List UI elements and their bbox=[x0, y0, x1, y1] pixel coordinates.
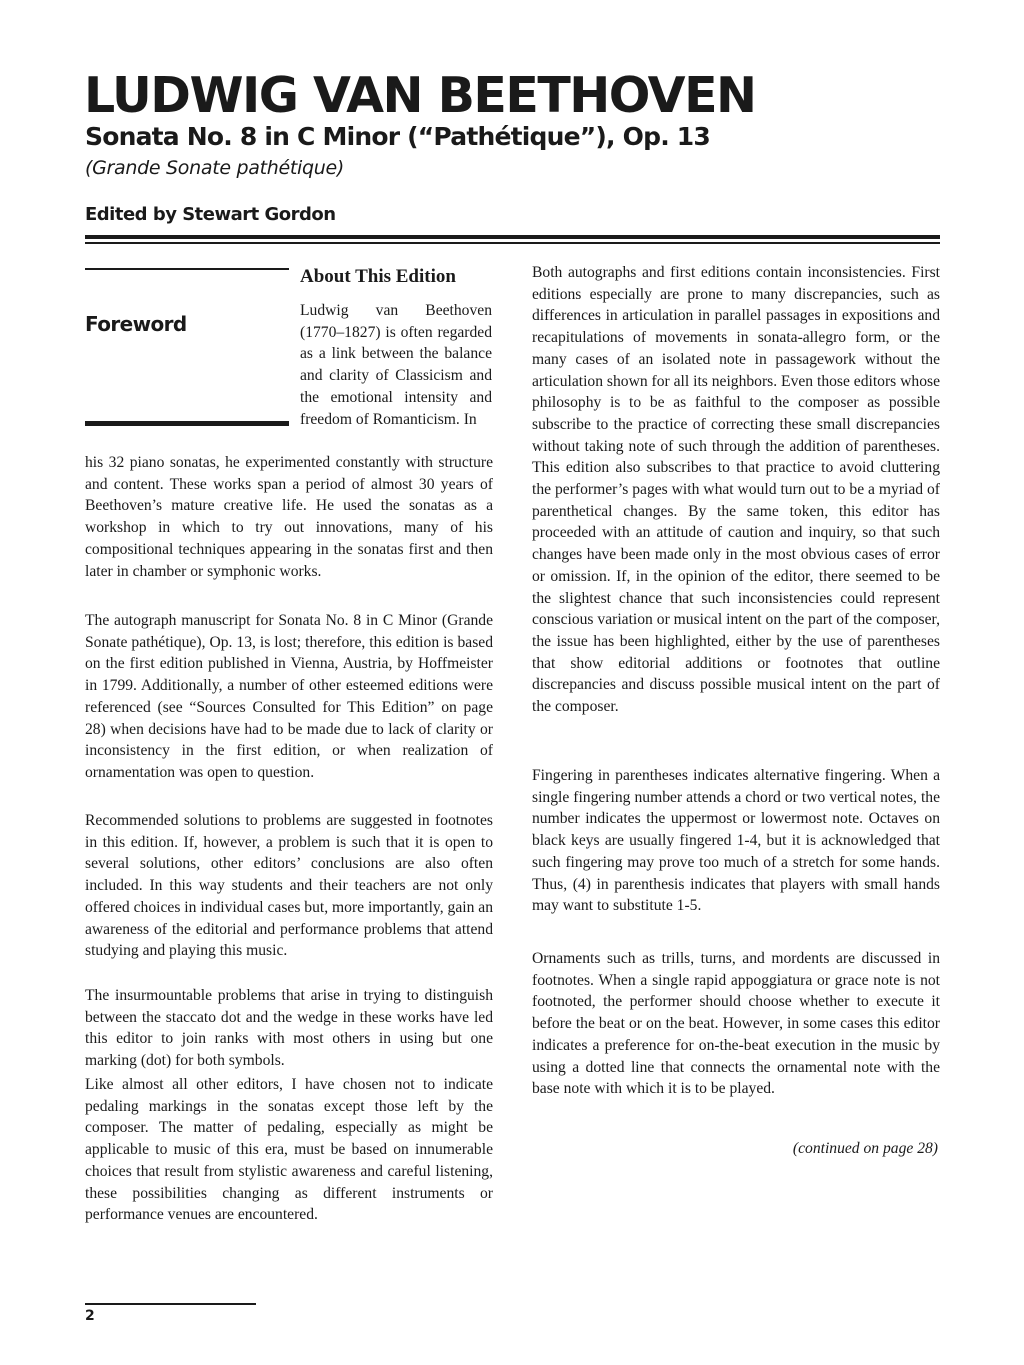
about-intro-continued: his 32 piano sonatas, he experimented constantly with structure and content. These works span a period of almost 30 years of Beethoven’s mature creative life. He used the sonatas as a workshop in which to try out innovations, many of his compositional techniques appearing in the sonatas first and then later in chamber or symphonic works. bbox=[85, 454, 493, 580]
body-paragraph: Both autographs and first editions contain inconsistencies. First editions especially are prone to many discrepancies, such as differences in articulation in parallel passages in expositions and recapitulations of movements in sonata-allegro form, or the many cases of an isolated note in passagework without the articulation shown for all its neighbors. Even those editors whose philosophy is to be as faithful to the composer as possible subscribe to the practice of correcting these small discrepancies without taking note of such through the addition of parentheses. This edition also subscribes to that practice to avoid cluttering the performer’s pages with what would turn out to be a myriad of parenthetical changes. By the same token, this editor has proceeded with an attitude of caution and inquiry, so that such changes have been made only in the most obvious cases of error or omission. If, in the opinion of the editor, there seemed to be the slightest chance that such inconsistencies could represent conscious variation or musical intent on the part of the composer, the issue has been highlighted, either by the use of parentheses that show editorial additions or footnotes that outline discrepancies and discuss possible musical intent on the part of the composer. bbox=[532, 264, 940, 716]
editor-credit: Edited by Stewart Gordon bbox=[85, 204, 336, 225]
work-title: Sonata No. 8 in C Minor (“Pathétique”), Op. 13 bbox=[85, 122, 710, 151]
sidebar-rule-top bbox=[85, 268, 289, 270]
header-rule-thick bbox=[85, 235, 940, 239]
body-paragraph: Like almost all other editors, I have chosen not to indicate pedaling markings in the sonatas except those left by the composer. The matter of pedaling, especially as might be applicable to music of this era, must be based on innumerable choices that result from stylistic awareness and careful listening, these possibilities changing as different instruments or performance venues are encountered. bbox=[85, 1076, 493, 1224]
page-number: 2 bbox=[85, 1308, 95, 1324]
header-rule-thin bbox=[85, 242, 940, 244]
section-label-foreword: Foreword bbox=[85, 312, 187, 336]
body-paragraph: Fingering in parentheses indicates alternative fingering. When a single fingering number attends a chord or two vertical notes, the number indicates the uppermost or lowermost note. Octaves on black keys are usually fingered 1-4, but it is acknowledged that such fingering may prove too much of a stretch for some hands. Thus, (4) in parenthesis indicates that players with small hands may want to substitute 1-5. bbox=[532, 767, 940, 915]
composer-name: LUDWIG VAN BEETHOVEN bbox=[84, 67, 756, 124]
about-intro-paragraph: Ludwig van Beethoven (1770–1827) is often regarded as a link between the balance and clarity of Classicism and the emotional intensity and freedom of Romanticism. In bbox=[300, 302, 492, 428]
body-paragraph: Recommended solutions to problems are suggested in footnotes in this edition. If, however, a problem is such that it is open to several solutions, other editors’ conclusions are also often included. In this way students and their teachers are not only offered choices in individual cases but, more importantly, gain an awareness of the editorial and performance problems that attend studying and playing this music. bbox=[85, 812, 493, 960]
body-paragraph: The insurmountable problems that arise in trying to distinguish between the staccato dot and the wedge in these works have led this editor to join ranks with most others in using but one marking (dot) for both symbols. bbox=[85, 987, 493, 1070]
continued-note: (continued on page 28) bbox=[792, 1140, 938, 1157]
about-edition-heading: About This Edition bbox=[300, 266, 456, 287]
work-subtitle: (Grande Sonate pathétique) bbox=[85, 157, 344, 179]
sidebar-rule-bottom bbox=[85, 421, 289, 426]
footer-rule bbox=[85, 1303, 256, 1305]
body-paragraph: Ornaments such as trills, turns, and mordents are discussed in footnotes. When a single rapid appoggiatura or grace note is not footnoted, the performer should choose whether to execute it before the beat or on the beat. However, in some cases this editor indicates a preference for on-the-beat execution in the music by using a dotted line that connects the ornamental note with the base note with which it is to be played. bbox=[532, 950, 940, 1098]
body-paragraph: The autograph manuscript for Sonata No. 8 in C Minor (Grande Sonate pathétique), Op. 13, is lost; therefore, this edition is based on the first edition published in Vienna, Austria, by Hoffmeister in 1799. Additionally, a number of other esteemed editions were referenced (see “Sources Consulted for This Edition” on page 28) when decisions have had to be made due to lack of clarity or inconsistency in the first edition, or when realization of ornamentation was open to question. bbox=[85, 612, 493, 781]
